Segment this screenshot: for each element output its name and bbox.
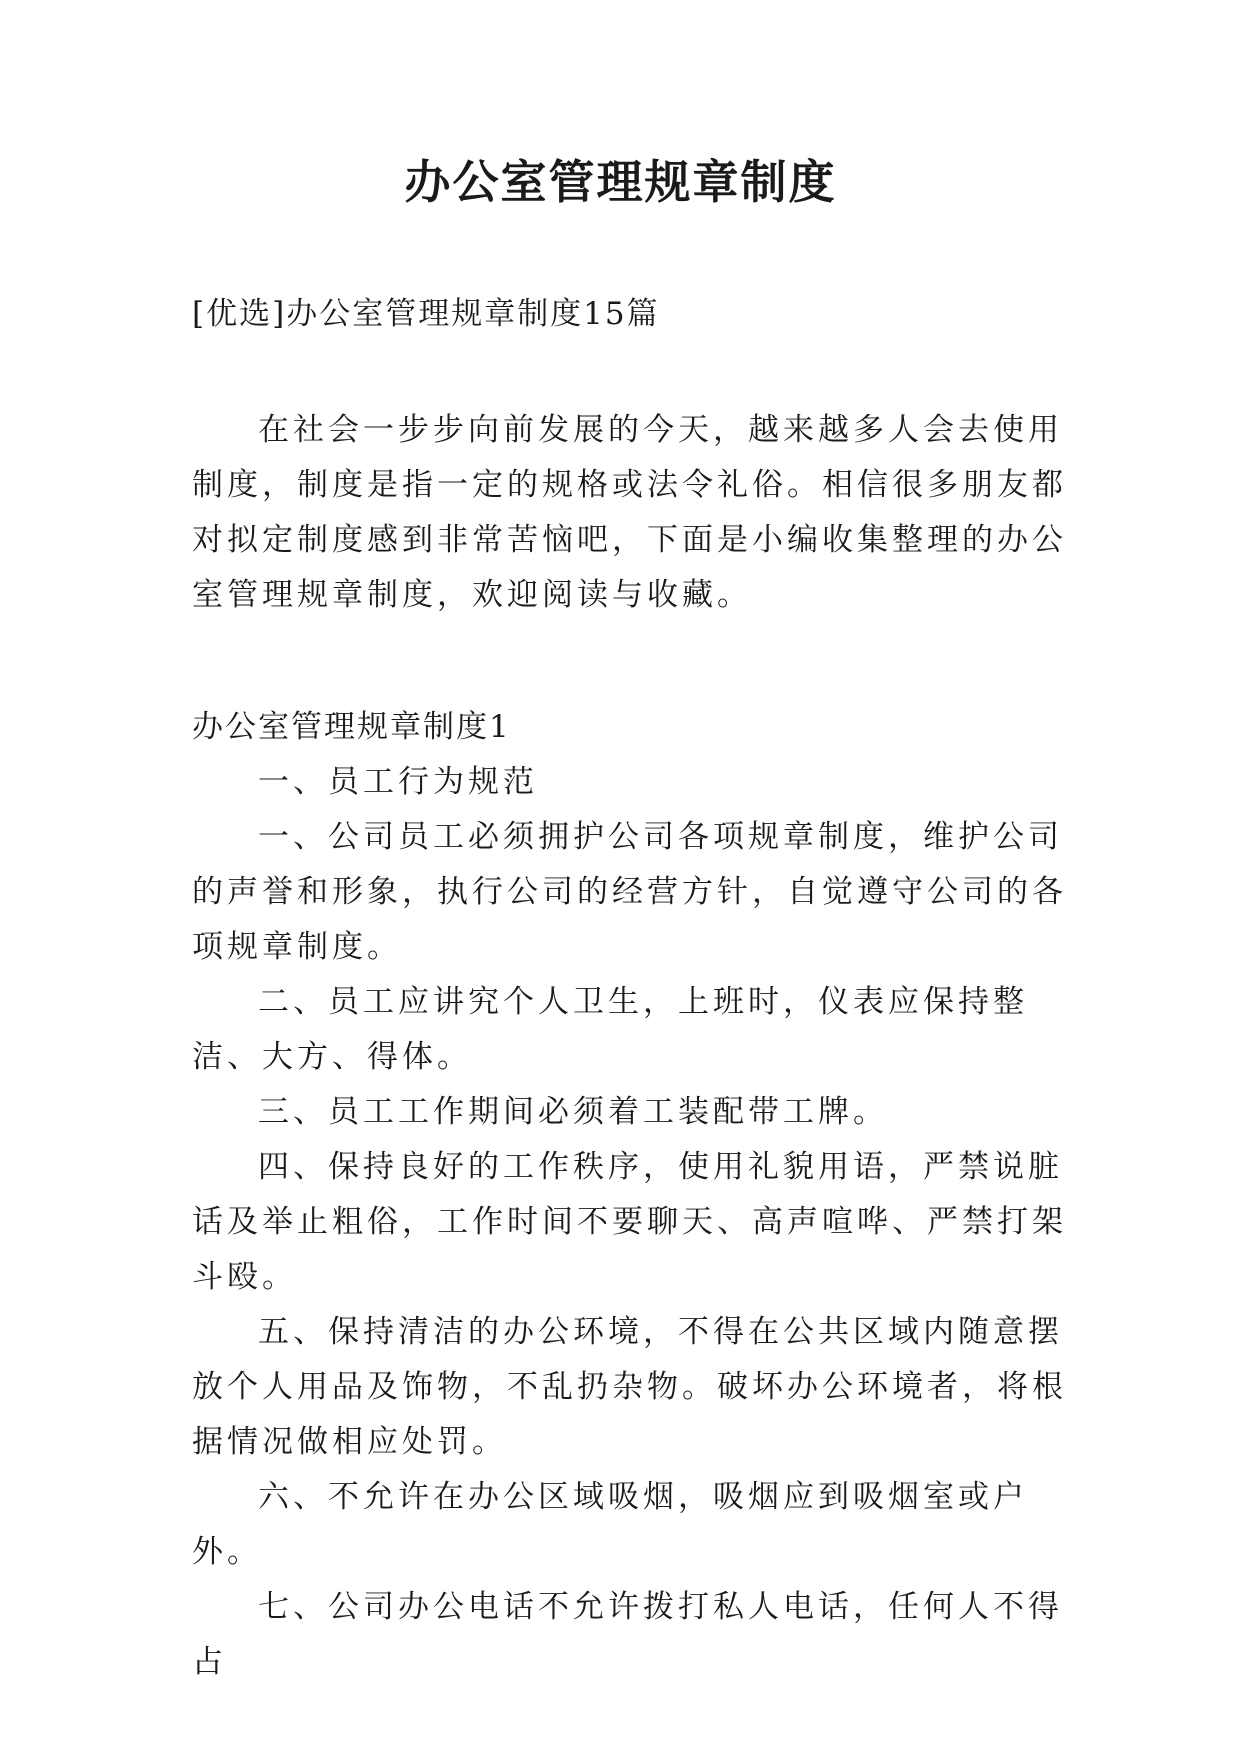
rule-item: 六、不允许在办公区域吸烟，吸烟应到吸烟室或户外。 — [192, 1479, 1028, 1570]
intro-paragraph: 在社会一步步向前发展的今天，越来越多人会去使用制度，制度是指一定的规格或法令礼俗。相信很多朋友都对拟定制度感到非常苦恼吧，下面是小编收集整理的办公室管理规章制度，欢迎阅读与收藏。 — [192, 412, 1067, 613]
section-title: 办公室管理规章制度1 — [192, 709, 511, 745]
rule-item: 七、公司办公电话不允许拨打私人电话，任何人不得占 — [192, 1589, 1063, 1680]
rule-item: 四、保持良好的工作秩序，使用礼貌用语，严禁说脏话及举止粗俗，工作时间不要聊天、高声喧哗、严禁打架斗殴。 — [192, 1149, 1067, 1295]
rule-item: 一、员工行为规范 — [258, 764, 538, 800]
rules-list — [192, 755, 1072, 1690]
rule-item: 二、员工应讲究个人卫生，上班时，仪表应保持整洁、大方、得体。 — [192, 984, 1028, 1075]
rule-item: 三、员工工作期间必须着工装配带工牌。 — [258, 1094, 888, 1130]
document-subtitle: [优选]办公室管理规章制度15篇 — [192, 296, 660, 332]
rule-item: 一、公司员工必须拥护公司各项规章制度，维护公司的声誉和形象，执行公司的经营方针，自觉遵守公司的各项规章制度。 — [192, 819, 1067, 965]
rule-item: 五、保持清洁的办公环境，不得在公共区域内随意摆放个人用品及饰物，不乱扔杂物。破坏办公环境者，将根据情况做相应处罚。 — [192, 1314, 1067, 1460]
document-title: 办公室管理规章制度 — [404, 155, 837, 209]
